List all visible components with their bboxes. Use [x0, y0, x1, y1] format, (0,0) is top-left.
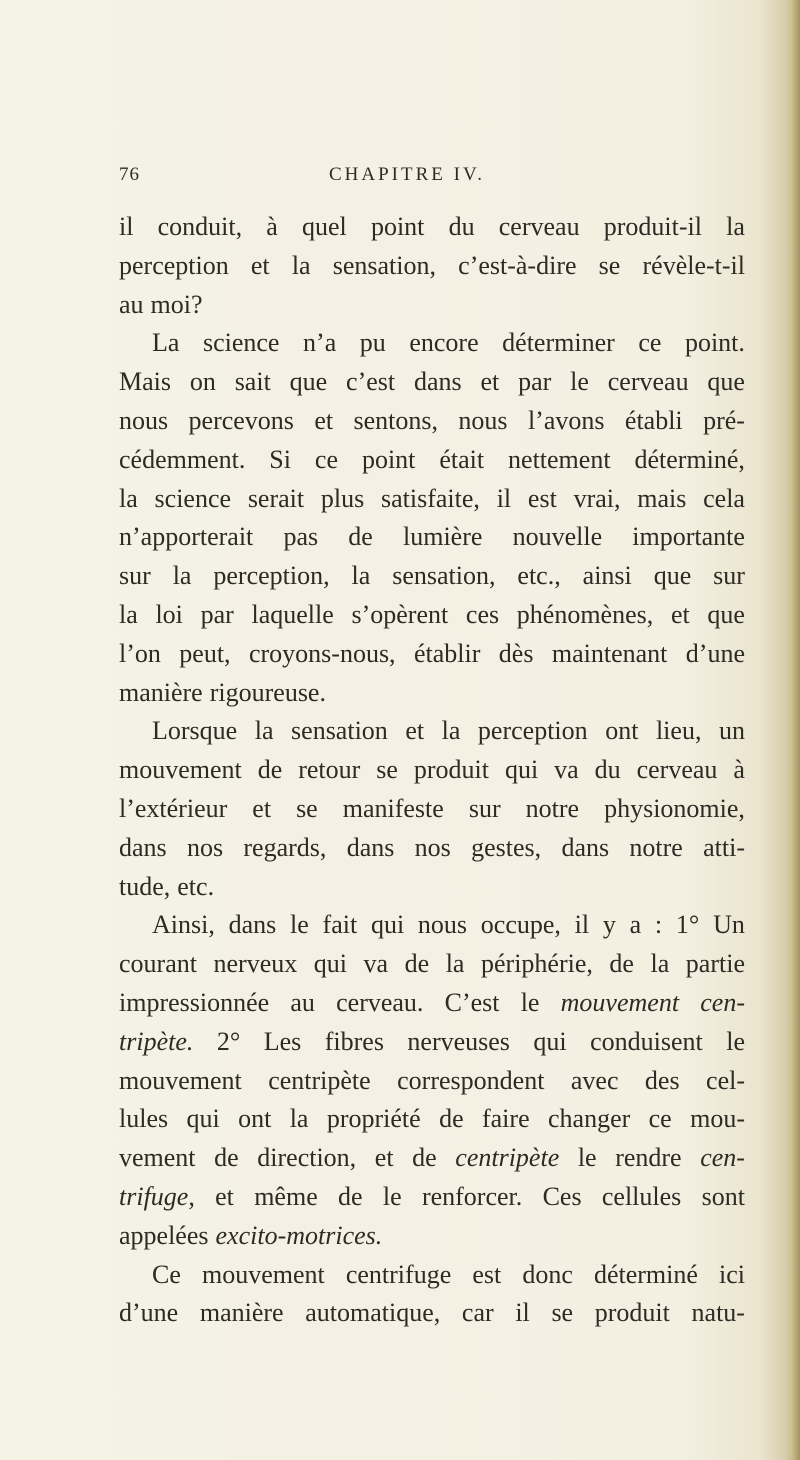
- text-line: Mais on sait que c’est dans et par le cerveau que: [119, 367, 745, 397]
- text-line: il conduit, à quel point du cerveau produit-il la: [119, 212, 745, 241]
- page-edge: [786, 0, 800, 1460]
- text-line: mouvement de retour se produit qui va du cerveau à: [119, 755, 745, 785]
- text-line: appelées excito-motrices.: [119, 1220, 383, 1250]
- text-line: manière rigoureuse.: [119, 677, 326, 707]
- text-line: d’une manière automatique, car il se produit natu-: [119, 1298, 745, 1328]
- text-line: l’on peut, croyons-nous, établir dès maintenant d’une: [119, 638, 745, 668]
- text-line: lules qui ont la propriété de faire changer ce mou-: [119, 1104, 745, 1134]
- text-line: sur la perception, la sensation, etc., ainsi que sur: [119, 561, 745, 591]
- page-number: 76: [119, 164, 140, 185]
- text-line: au moi?: [119, 289, 203, 319]
- text-line: dans nos regards, dans nos gestes, dans notre atti-: [119, 832, 745, 862]
- text-line: La science n’a pu encore déterminer ce point.: [152, 328, 745, 358]
- text-line: tripète. 2° Les fibres nerveuses qui conduisent le: [119, 1026, 745, 1056]
- text-line: Ainsi, dans le fait qui nous occupe, il y a : 1° Un: [152, 910, 745, 940]
- text-line: n’apporterait pas de lumière nouvelle importante: [119, 522, 745, 552]
- text-line: la loi par laquelle s’opèrent ces phénomènes, et que: [119, 599, 745, 629]
- text-line: Ce mouvement centrifuge est donc déterminé ici: [152, 1259, 745, 1289]
- text-line: vement de direction, et de centripète le rendre cen-: [119, 1143, 745, 1173]
- text-line: trifuge, et même de le renforcer. Ces cellules sont: [119, 1181, 745, 1211]
- text-line: impressionnée au cerveau. C’est le mouvement cen-: [119, 987, 745, 1017]
- text-line: nous percevons et sentons, nous l’avons établi pré-: [119, 405, 745, 435]
- text-line: courant nerveux qui va de la périphérie, de la partie: [119, 949, 745, 979]
- text-line: la science serait plus satisfaite, il est vrai, mais cela: [119, 483, 745, 513]
- page-header: [119, 164, 679, 194]
- body-text: [119, 208, 745, 1333]
- text-line: l’extérieur et se manifeste sur notre physionomie,: [119, 793, 745, 823]
- text-line: tude, etc.: [119, 871, 215, 901]
- running-head: CHAPITRE IV.: [329, 164, 485, 185]
- text-line: mouvement centripète correspondent avec des cel-: [119, 1065, 745, 1095]
- text-line: perception et la sensation, c’est-à-dire se révèle-t-il: [119, 250, 745, 280]
- text-line: cédemment. Si ce point était nettement déterminé,: [119, 444, 745, 474]
- text-line: Lorsque la sensation et la perception ont lieu, un: [152, 716, 745, 746]
